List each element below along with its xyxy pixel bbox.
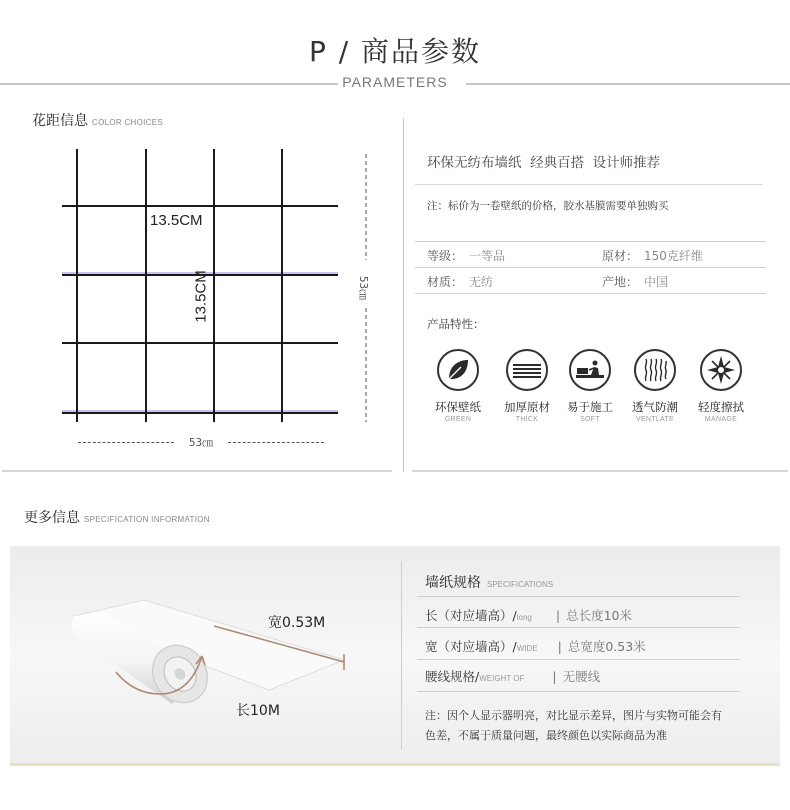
spec-key: 长（对应墙高）/	[425, 608, 517, 623]
spec-key: 宽（对应墙高）/	[425, 639, 517, 654]
feature-label: 透气防潮	[632, 400, 678, 414]
param-value: 中国	[644, 275, 669, 289]
spec-key-en: WIDE	[516, 644, 538, 653]
spec-key-en: WEIGHT OF	[479, 674, 525, 683]
feature-ventilate	[627, 349, 683, 423]
features-label: 产品特性：	[427, 317, 485, 331]
param-origin	[602, 273, 668, 290]
divider	[417, 659, 740, 660]
section-divider	[412, 470, 788, 472]
pattern-repeat-diagram	[40, 140, 400, 460]
divider	[415, 267, 766, 268]
feature-label: 环保壁纸	[435, 400, 481, 414]
total-height-label: 53㎝	[357, 275, 370, 301]
divider	[415, 184, 763, 185]
spec-value: 总长度10米	[566, 608, 632, 623]
layers-icon	[506, 349, 548, 391]
feature-label-en: MANAGE	[704, 416, 738, 423]
roll-width-label: 宽0.53M	[268, 615, 326, 631]
spec-key: 腰线规格/	[425, 669, 480, 684]
display-note	[425, 706, 722, 746]
column-divider	[403, 118, 404, 472]
leaf-icon	[437, 349, 479, 391]
spec-title	[425, 572, 553, 592]
divider	[417, 596, 740, 597]
spec-section-title: 更多信息	[24, 510, 80, 526]
roll-length-label: 长10M	[236, 703, 280, 719]
spec-title-en: SPECIFICATIONS	[487, 580, 554, 589]
param-key: 原材：	[602, 249, 639, 263]
feature-label: 易于施工	[567, 400, 613, 414]
page-title: P / 商品参数	[308, 35, 482, 68]
feature-green	[430, 349, 486, 423]
spec-row-border: 腰线规格/WEIGHT OF | 无腰线	[425, 669, 601, 684]
dimension-line	[228, 442, 324, 443]
param-value: 无纺	[469, 275, 494, 289]
feature-thick	[499, 349, 555, 423]
feature-label: 轻度擦拭	[698, 400, 744, 414]
section-subtitle-bar	[0, 74, 790, 94]
param-key: 等级：	[427, 249, 464, 263]
spec-value: 无腰线	[562, 669, 601, 684]
pattern-section-title-en: COLOR CHOICES	[92, 118, 164, 127]
total-width-label: 53㎝	[188, 436, 214, 449]
total-width-dimension	[78, 434, 324, 450]
spec-key-en: long	[516, 613, 532, 622]
param-value: 一等品	[469, 249, 506, 263]
cell-height-label: 13.5CM	[192, 270, 210, 323]
param-texture	[427, 273, 493, 290]
section-subtitle: PARAMETERS	[342, 74, 448, 90]
wallpaper-roll-illustration	[64, 586, 364, 716]
feature-manage	[693, 349, 749, 423]
spec-value: 总宽度0.53米	[567, 639, 646, 654]
airflow-icon	[634, 349, 676, 391]
section-divider	[2, 470, 392, 472]
product-headline: 环保无纺布墙纸 经典百搭 设计师推荐	[427, 155, 661, 171]
feature-label-en: SOFT	[580, 416, 600, 423]
spec-section-heading	[24, 507, 210, 527]
display-note-line: 色差，不属于质量问题，最终颜色以实际商品为准	[425, 729, 667, 742]
spec-section-title-en: SPECIFICATION INFORMATION	[84, 515, 210, 524]
feature-label-en: VENTLATE	[635, 416, 675, 423]
param-value: 150克纤维	[644, 249, 703, 263]
sparkle-icon	[700, 349, 742, 391]
bottom-accent-line	[10, 763, 780, 766]
pattern-section-title: 花距信息	[32, 113, 88, 129]
feature-label-en: GREEN	[444, 416, 472, 423]
param-key: 材质：	[427, 275, 464, 289]
worker-icon	[569, 349, 611, 391]
feature-label-en: THICK	[515, 416, 539, 423]
dimension-line	[78, 442, 174, 443]
pattern-section-heading	[32, 110, 163, 130]
price-note: 注：标价为一卷壁纸的价格，胶水基膜需要单独购买	[427, 200, 669, 212]
spec-row-width: 宽（对应墙高）/WIDE | 总宽度0.53米	[425, 639, 646, 654]
param-grade	[427, 247, 505, 264]
divider	[415, 241, 766, 242]
spec-title-text: 墙纸规格	[425, 575, 481, 591]
cell-width-label: 13.5CM	[150, 212, 203, 229]
spec-row-length: 长（对应墙高）/long | 总长度10米	[425, 608, 632, 623]
divider	[417, 627, 740, 628]
param-material	[602, 247, 703, 264]
divider	[417, 691, 740, 692]
feature-soft	[562, 349, 618, 423]
param-key: 产地：	[602, 275, 639, 289]
feature-label: 加厚原材	[504, 400, 550, 414]
spec-column-divider	[401, 561, 402, 749]
divider	[415, 293, 766, 294]
display-note-line: 注：因个人显示器明亮，对比显示差异，图片与实物可能会有	[425, 709, 722, 722]
